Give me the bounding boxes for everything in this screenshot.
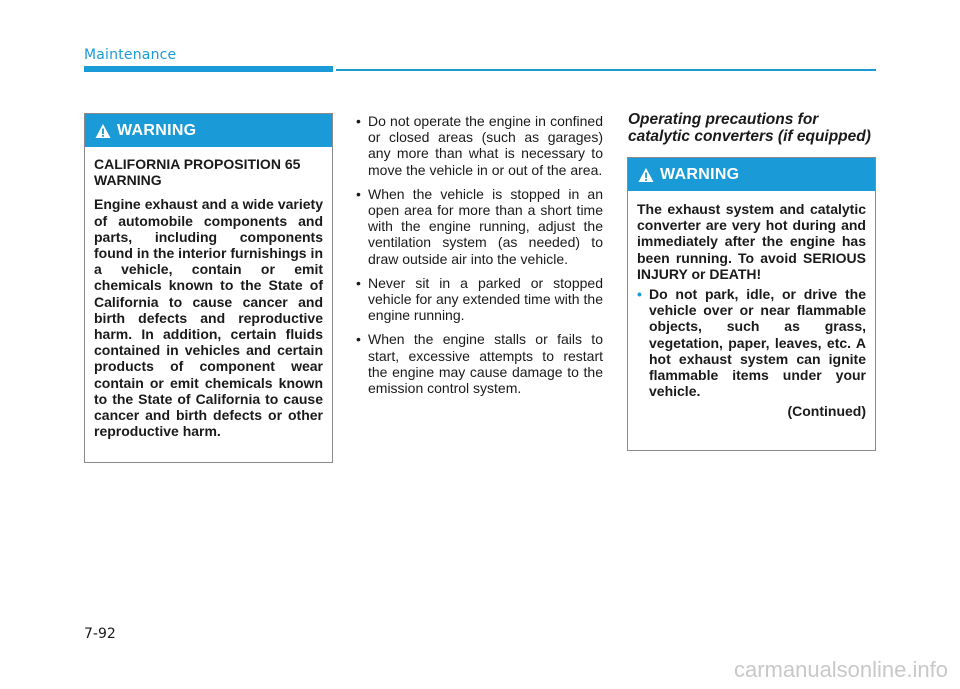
- prop65-warning-box: [84, 113, 333, 463]
- warning-header: [85, 114, 332, 147]
- section-header: Maintenance: [84, 47, 177, 63]
- list-item: • When the engine stalls or fails to start, excessive attempts to restart the engine may cause damage to the emission control system.: [356, 331, 603, 396]
- watermark: carmanualsonline.info: [733, 657, 948, 682]
- header-rule-thick: [84, 66, 333, 72]
- warning-body: [628, 191, 875, 429]
- warning-paragraph: The exhaust system and catalytic converter are very hot during and immediately after the engine has been running. To avoid SERIOUS INJURY or DEATH!: [637, 201, 866, 282]
- warning-label: WARNING: [117, 121, 197, 139]
- warning-list: [637, 286, 866, 399]
- middle-column: [356, 113, 603, 404]
- header-rule-thin: [336, 69, 876, 71]
- warning-triangle-icon: [638, 167, 654, 183]
- warning-label: WARNING: [660, 165, 740, 183]
- catalytic-warning-box: [627, 157, 876, 451]
- list-item: • When the vehicle is stopped in an open area for more than a short time with the engine running, adjust the ventilation system (as needed) to draw outside air into the vehicle.: [356, 186, 603, 267]
- list-item: • Do not park, idle, or drive the vehicle over or near flammable objects, such as grass, vegetation, paper, leaves, etc. A hot exhaust system can ignite flammable items under your vehicle.: [637, 286, 866, 399]
- page-number: 7-92: [84, 626, 116, 642]
- list-item: • Never sit in a parked or stopped vehicle for any extended time with the engine running.: [356, 275, 603, 324]
- warning-paragraph: Engine exhaust and a wide variety of automobile components and parts, including components found in the interior furnishings in a vehicle, contain or emit chemicals known to the State of California to cause cancer and birth defects and reproductive harm. In addition, certain fluids contained in vehicles and certain products of component wear contain or emit chemicals known to the State of California to cause cancer and birth defects or other reproductive harm.: [94, 196, 323, 440]
- list-item: • Do not operate the engine in confined or closed areas (such as garages) any more than what is necessary to move the vehicle in or out of the area.: [356, 113, 603, 178]
- warning-body: [85, 147, 332, 448]
- section-title: Operating precautions for catalytic converters (if equipped): [628, 111, 871, 145]
- continued-note: (Continued): [787, 403, 866, 420]
- warning-paragraph: CALIFORNIA PROPOSITION 65 WARNING: [94, 156, 301, 189]
- warning-triangle-icon: [95, 123, 111, 139]
- warning-header: [628, 158, 875, 191]
- precaution-list: [356, 113, 603, 396]
